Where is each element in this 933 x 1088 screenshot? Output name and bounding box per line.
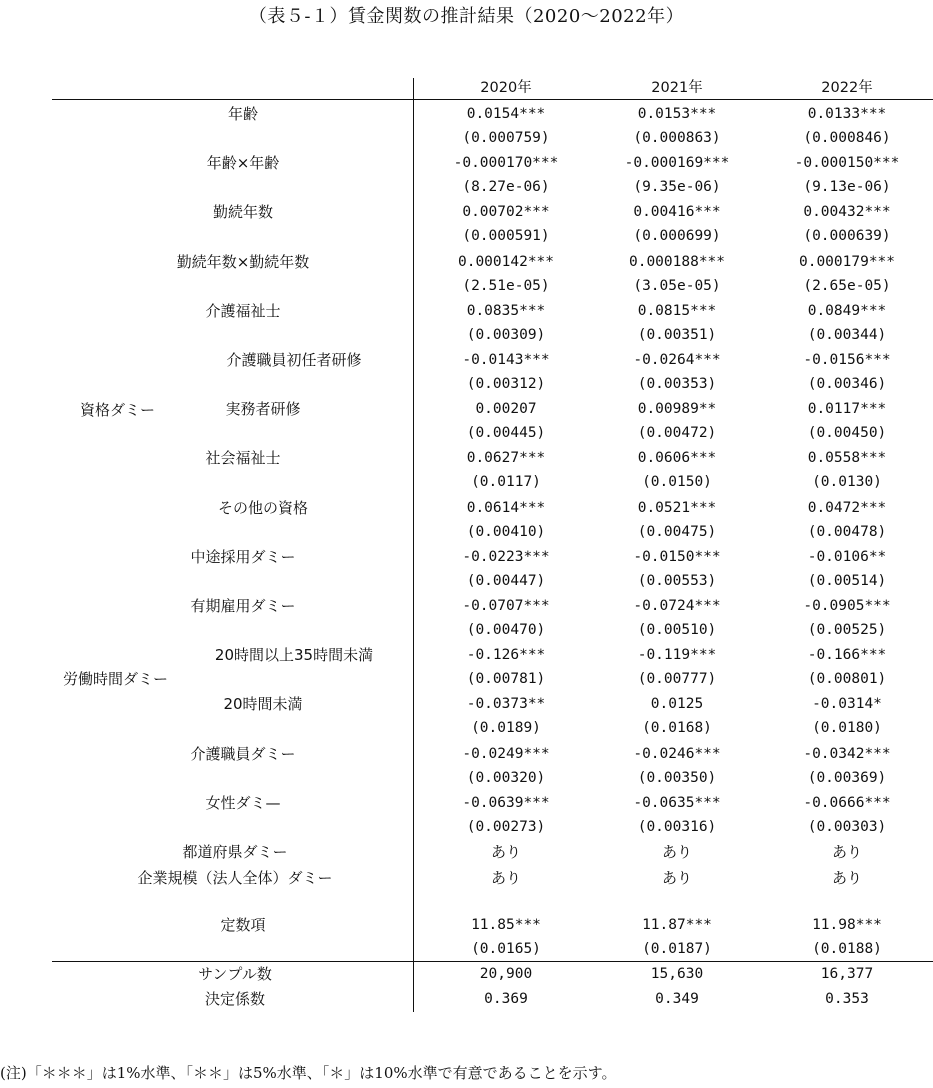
stat-value: 0.353 xyxy=(825,991,869,1007)
standard-error: (0.000699) xyxy=(633,228,721,244)
row-label: 年齢×年齢 xyxy=(206,154,280,172)
standard-error: (0.00410) xyxy=(466,524,546,540)
standard-error: (0.00472) xyxy=(637,425,717,441)
coefficient-value: -0.126*** xyxy=(466,647,546,663)
standard-error: (0.0130) xyxy=(812,474,882,490)
standard-error: (0.000639) xyxy=(803,228,891,244)
coefficient-value: 0.0835*** xyxy=(466,303,546,319)
standard-error: (0.00309) xyxy=(466,327,546,343)
coefficient-value: 0.0815*** xyxy=(637,303,717,319)
coefficient-value: 0.0614*** xyxy=(466,500,546,516)
standard-error: (0.000846) xyxy=(803,130,891,146)
column-header: 2021年 xyxy=(651,80,703,96)
standard-error: (0.0187) xyxy=(642,941,712,957)
coefficient-value: 0.00432*** xyxy=(803,204,891,220)
row-label: 定数項 xyxy=(220,916,266,934)
stat-value: 0.369 xyxy=(484,991,528,1007)
stat-value: 15,630 xyxy=(650,966,704,982)
coefficient-value: -0.0666*** xyxy=(803,795,891,811)
standard-error: (2.65e-05) xyxy=(803,278,891,294)
row-label: 実務者研修 xyxy=(225,400,301,418)
group-label-qualification: 資格ダミー xyxy=(80,401,156,419)
row-label: 女性ダミ— xyxy=(205,794,281,812)
standard-error: (0.000863) xyxy=(633,130,721,146)
fixed-effect-indicator: あり xyxy=(661,843,693,861)
coefficient-value: -0.0249*** xyxy=(462,746,550,762)
coefficient-value: -0.000169*** xyxy=(624,155,730,171)
row-label: 社会福祉士 xyxy=(205,449,281,467)
row-label: 介護職員ダミー xyxy=(190,745,296,763)
standard-error: (9.35e-06) xyxy=(633,179,721,195)
row-label: 20時間未満 xyxy=(223,695,303,713)
coefficient-value: 0.0153*** xyxy=(637,106,717,122)
fixed-effect-indicator: あり xyxy=(661,869,693,887)
standard-error: (0.00353) xyxy=(637,376,717,392)
standard-error: (0.00273) xyxy=(466,819,546,835)
coefficient-value: -0.0373** xyxy=(466,696,546,712)
stat-label: サンプル数 xyxy=(198,965,272,983)
coefficient-value: 0.0154*** xyxy=(466,106,546,122)
standard-error: (0.000591) xyxy=(462,228,550,244)
coefficient-value: -0.119*** xyxy=(637,647,717,663)
coefficient-value: -0.0246*** xyxy=(633,746,721,762)
standard-error: (0.0168) xyxy=(642,720,712,736)
standard-error: (0.0188) xyxy=(812,941,882,957)
fixed-effect-indicator: あり xyxy=(490,843,522,861)
fixed-effect-indicator: あり xyxy=(831,843,863,861)
row-label: 企業規模（法人全体）ダミー xyxy=(137,869,333,887)
stat-value: 16,377 xyxy=(820,966,874,982)
coefficient-value: 0.0117*** xyxy=(807,401,887,417)
coefficient-value: 11.87*** xyxy=(642,917,712,933)
stat-value: 0.349 xyxy=(655,991,699,1007)
coefficient-value: -0.0342*** xyxy=(803,746,891,762)
coefficient-value: 0.000179*** xyxy=(798,254,896,270)
coefficient-value: -0.0150*** xyxy=(633,549,721,565)
standard-error: (0.000759) xyxy=(462,130,550,146)
coefficient-value: -0.0143*** xyxy=(462,352,550,368)
coefficient-value: -0.0707*** xyxy=(462,598,550,614)
standard-error: (0.00525) xyxy=(807,622,887,638)
standard-error: (0.0165) xyxy=(471,941,541,957)
coefficient-value: 0.0627*** xyxy=(466,450,546,466)
standard-error: (0.00303) xyxy=(807,819,887,835)
row-label: 年齢 xyxy=(227,105,259,123)
coefficient-value: 0.0849*** xyxy=(807,303,887,319)
row-label: 有期雇用ダミー xyxy=(190,597,296,615)
column-header: 2020年 xyxy=(480,80,532,96)
standard-error: (0.00350) xyxy=(637,770,717,786)
coefficient-value: -0.0905*** xyxy=(803,598,891,614)
standard-error: (9.13e-06) xyxy=(803,179,891,195)
stat-value: 20,900 xyxy=(479,966,533,982)
row-label: その他の資格 xyxy=(217,499,309,517)
row-label: 勤続年数×勤続年数 xyxy=(176,253,310,271)
coefficient-value: 0.0472*** xyxy=(807,500,887,516)
table-title: （表５-１）賃金関数の推計結果（2020～2022年） xyxy=(248,6,685,27)
coefficient-value: 0.00416*** xyxy=(633,204,721,220)
coefficient-value: 0.0558*** xyxy=(807,450,887,466)
coefficient-value: -0.000150*** xyxy=(794,155,900,171)
coefficient-value: -0.0106** xyxy=(807,549,887,565)
coefficient-value: 11.98*** xyxy=(812,917,882,933)
coefficient-value: 0.00207 xyxy=(475,401,537,417)
fixed-effect-indicator: あり xyxy=(831,869,863,887)
standard-error: (8.27e-06) xyxy=(462,179,550,195)
standard-error: (0.00312) xyxy=(466,376,546,392)
group-label-working-hours: 労働時間ダミー xyxy=(63,670,169,688)
footnote: (注)「＊＊＊」は1%水準、「＊＊」は5%水準、「＊」は10%水準で有意であることを示す。 xyxy=(0,1064,617,1082)
row-label: 20時間以上35時間未満 xyxy=(214,646,374,664)
standard-error: (0.00475) xyxy=(637,524,717,540)
standard-error: (0.00450) xyxy=(807,425,887,441)
coefficient-value: 0.0606*** xyxy=(637,450,717,466)
standard-error: (0.00478) xyxy=(807,524,887,540)
row-label: 介護福祉士 xyxy=(205,302,281,320)
coefficient-value: -0.0639*** xyxy=(462,795,550,811)
stat-label: 決定係数 xyxy=(204,990,266,1008)
coefficient-value: 0.00989** xyxy=(637,401,717,417)
standard-error: (0.00369) xyxy=(807,770,887,786)
row-label: 中途採用ダミー xyxy=(190,548,296,566)
coefficient-value: -0.0635*** xyxy=(633,795,721,811)
coefficient-value: -0.0223*** xyxy=(462,549,550,565)
coefficient-value: 0.000142*** xyxy=(457,254,555,270)
standard-error: (0.0150) xyxy=(642,474,712,490)
standard-error: (0.00510) xyxy=(637,622,717,638)
coefficient-value: -0.0314* xyxy=(812,696,882,712)
standard-error: (0.00553) xyxy=(637,573,717,589)
fixed-effect-indicator: あり xyxy=(490,869,522,887)
standard-error: (0.00781) xyxy=(466,671,546,687)
coefficient-value: -0.000170*** xyxy=(453,155,559,171)
standard-error: (0.00447) xyxy=(466,573,546,589)
column-header: 2022年 xyxy=(821,80,873,96)
standard-error: (0.00470) xyxy=(466,622,546,638)
standard-error: (0.0117) xyxy=(471,474,541,490)
row-label: 都道府県ダミー xyxy=(182,843,288,861)
standard-error: (0.00344) xyxy=(807,327,887,343)
standard-error: (3.05e-05) xyxy=(633,278,721,294)
standard-error: (0.00316) xyxy=(637,819,717,835)
standard-error: (0.00346) xyxy=(807,376,887,392)
row-label: 勤続年数 xyxy=(212,203,274,221)
coefficient-value: 0.0133*** xyxy=(807,106,887,122)
row-label: 介護職員初任者研修 xyxy=(226,351,362,369)
coefficient-value: 11.85*** xyxy=(471,917,541,933)
coefficient-value: -0.0724*** xyxy=(633,598,721,614)
standard-error: (0.00445) xyxy=(466,425,546,441)
coefficient-value: 0.0125 xyxy=(650,696,704,712)
standard-error: (2.51e-05) xyxy=(462,278,550,294)
standard-error: (0.00351) xyxy=(637,327,717,343)
coefficient-value: -0.0264*** xyxy=(633,352,721,368)
coefficient-value: -0.166*** xyxy=(807,647,887,663)
coefficient-value: -0.0156*** xyxy=(803,352,891,368)
standard-error: (0.00514) xyxy=(807,573,887,589)
standard-error: (0.0180) xyxy=(812,720,882,736)
coefficient-value: 0.00702*** xyxy=(462,204,550,220)
standard-error: (0.00801) xyxy=(807,671,887,687)
standard-error: (0.00320) xyxy=(466,770,546,786)
column-divider xyxy=(413,78,414,1012)
coefficient-value: 0.0521*** xyxy=(637,500,717,516)
standard-error: (0.00777) xyxy=(637,671,717,687)
standard-error: (0.0189) xyxy=(471,720,541,736)
coefficient-value: 0.000188*** xyxy=(628,254,726,270)
